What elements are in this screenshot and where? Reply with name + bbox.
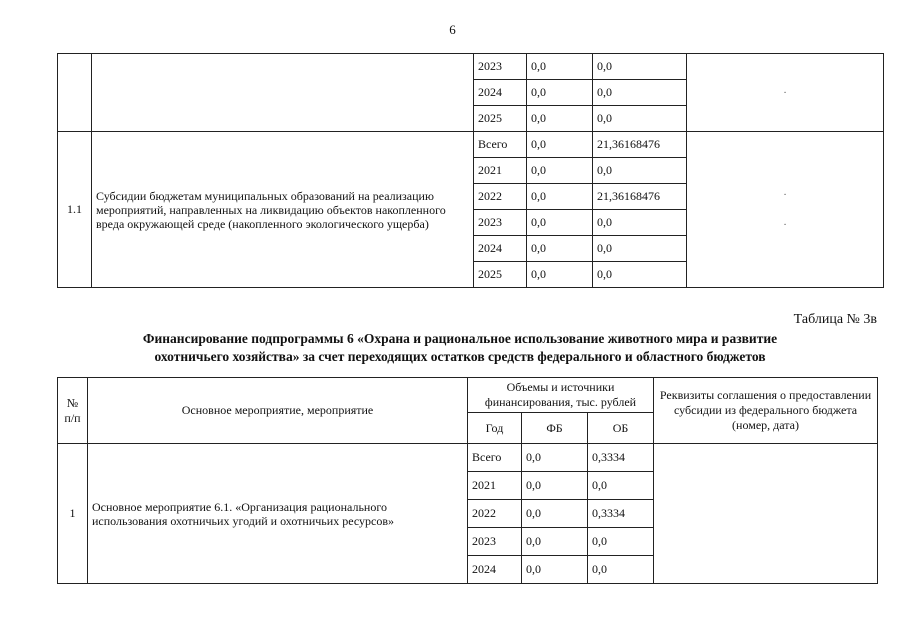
page-number: 6 [449,22,456,37]
year-cell: 2024 [474,236,527,262]
header-volumes: Объемы и источники финансирования, тыс. рублей [468,378,654,413]
event-description: Субсидии бюджетам муниципальных образований на реализацию мероприятий, направленных на ликвидацию объектов накопленного вреда окружающей среде (накопленного экологического ущерба) [92,132,474,288]
year-cell: Всего [468,444,522,472]
row-number-cell [58,54,92,132]
event-cell [92,54,474,132]
header-row [58,378,878,413]
ob-cell: 0,0 [593,54,687,80]
ob-cell: 21,36168476 [593,184,687,210]
event-description: Основное мероприятие 6.1. «Организация рационального использования охотничьих угодий и охотничьих ресурсов» [88,444,468,584]
table-label: Таблица № 3в [793,312,877,327]
header-event: Основное мероприятие, мероприятие [88,378,468,444]
ob-cell: 0,0 [588,556,654,584]
fb-cell: 0,0 [527,210,593,236]
fb-cell: 0,0 [522,556,588,584]
ob-cell: 0,0 [588,472,654,500]
row-number-cell: 1.1 [58,132,92,288]
table-row [58,132,884,158]
ob-cell: 0,0 [593,210,687,236]
title-line-2: охотничьего хозяйства» за счет переходящих остатков средств федерального и областного бюджетов [154,349,766,364]
year-cell: 2023 [474,54,527,80]
year-cell: 2024 [468,556,522,584]
requisites-cell: · · [687,132,884,288]
fb-cell: 0,0 [527,158,593,184]
ob-cell: 0,0 [593,158,687,184]
header-ob: ОБ [588,413,654,444]
year-cell: 2022 [474,184,527,210]
fb-cell: 0,0 [522,444,588,472]
ob-cell: 0,3334 [588,444,654,472]
fb-cell: 0,0 [527,184,593,210]
ob-cell: 0,0 [593,106,687,132]
fb-cell: 0,0 [527,262,593,288]
fb-cell: 0,0 [522,528,588,556]
row-number-cell: 1 [58,444,88,584]
ob-cell: 0,0 [593,80,687,106]
continued-funding-table [57,53,884,288]
year-cell: 2022 [468,500,522,528]
fb-cell: 0,0 [527,54,593,80]
table-row [58,444,878,472]
fb-cell: 0,0 [527,236,593,262]
fb-cell: 0,0 [527,132,593,158]
year-cell: 2021 [474,158,527,184]
ob-cell: 0,3334 [588,500,654,528]
fb-cell: 0,0 [527,106,593,132]
header-requisites: Реквизиты соглашения о предоставлении субсидии из федерального бюджета (номер, дата) [654,378,878,444]
fb-cell: 0,0 [522,500,588,528]
requisites-cell: · [687,54,884,132]
year-cell: 2025 [474,106,527,132]
section-title [40,330,880,366]
year-cell: 2023 [474,210,527,236]
ob-cell: 0,0 [593,236,687,262]
year-cell: 2024 [474,80,527,106]
fb-cell: 0,0 [522,472,588,500]
table-row [58,54,884,80]
header-num: № п/п [58,378,88,444]
title-line-1: Финансирование подпрограммы 6 «Охрана и рациональное использование животного мира и развитие [142,331,778,346]
year-cell: 2025 [474,262,527,288]
year-cell: 2023 [468,528,522,556]
funding-table [57,377,878,584]
year-cell: 2021 [468,472,522,500]
year-cell: Всего [474,132,527,158]
requisites-cell [654,444,878,584]
ob-cell: 0,0 [588,528,654,556]
fb-cell: 0,0 [527,80,593,106]
ob-cell: 21,36168476 [593,132,687,158]
header-fb: ФБ [522,413,588,444]
header-year: Год [468,413,522,444]
ob-cell: 0,0 [593,262,687,288]
